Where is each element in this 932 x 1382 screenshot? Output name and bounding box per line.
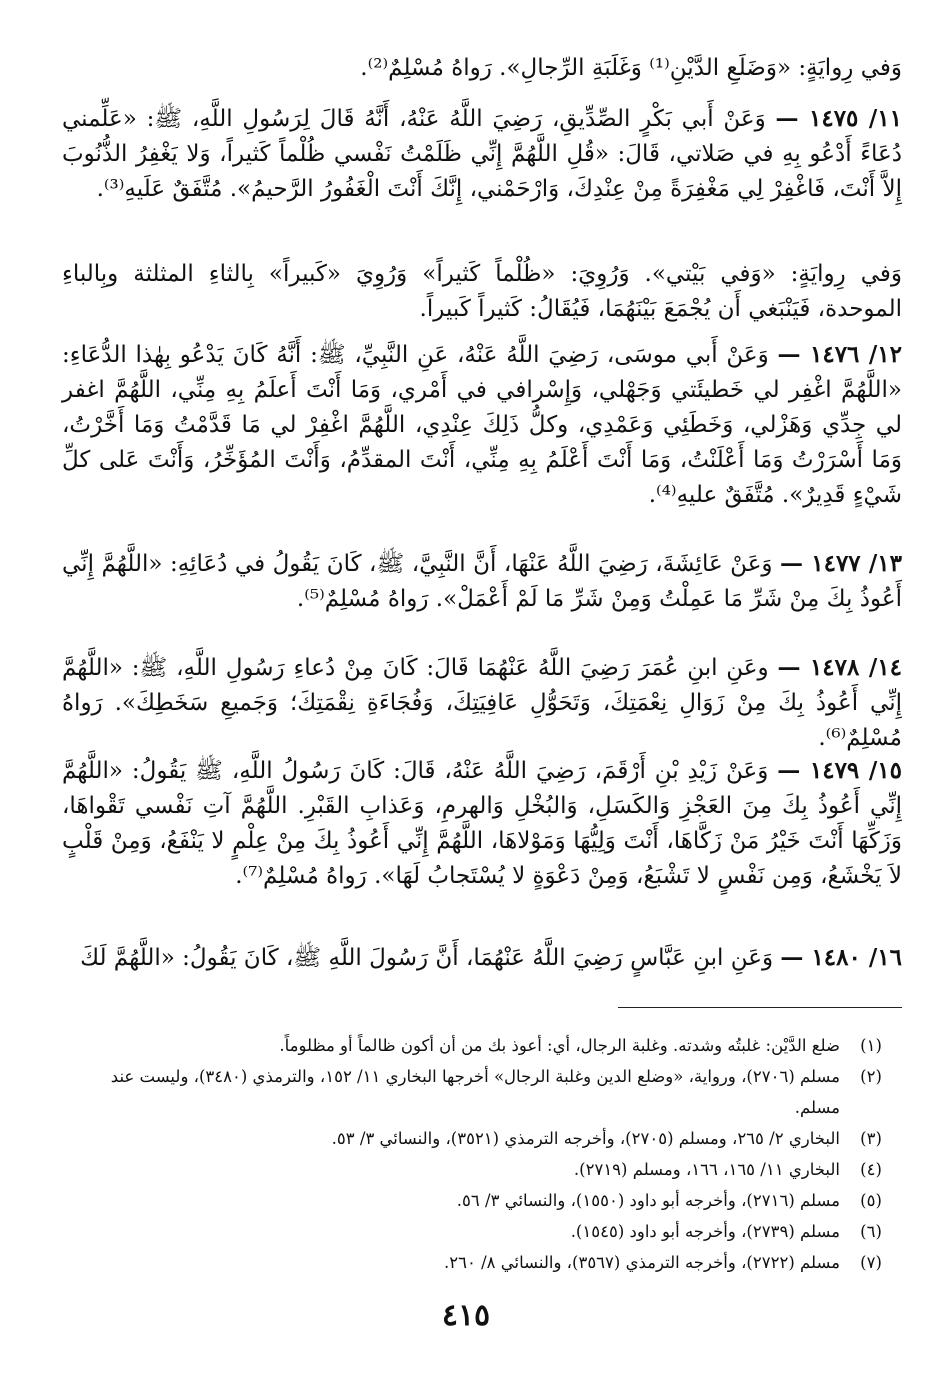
hadith-1477 bbox=[62, 546, 902, 617]
hadith-1476 bbox=[62, 337, 902, 513]
hadith-text: وَعَنِ ابنِ عَبَّاسٍ رَضِيَ اللَّهُ عَنْهُمَا، أَنَّ رَسُولَ اللَّهِ ﷺ، كَانَ يَقُولُ: «اللَّهُمَّ لَكَ bbox=[80, 945, 774, 971]
hadith-number: ١٣/ ١٤٧٧ — bbox=[780, 550, 902, 577]
footnote-text: البخاري ١١/ ١٦٥، ١٦٦، ومسلم (٢٧١٩). bbox=[573, 1160, 840, 1179]
hadith-1479 bbox=[62, 753, 902, 894]
hadith-text: وَعَنْ أَبي بَكْرٍ الصِّدِّيقِ، رَضِيَ اللَّهُ عَنْهُ، أَنَّهُ قَالَ لِرَسُولِ اللَّهِ، ﷺ: «عَلِّمني دُعَاءً أَدْعُو بِهِ في صَلاتي، قَالَ: «قُلِ اللَّهُمَّ إِنِّي ظَلَمْتُ نَفْسي ظُلْماً كَثيراً، وَلا يَغْفِرُ الذُّنُوبَ إِلاَّ أَنْتَ، فَاغْفِرْ لِي مَغْفِرَةً مِنْ عِنْدِكَ، وَارْحَمْني، إِنَّكَ أَنْتَ الْغَفُورُ الرَّحيمُ». مُتَّفَقٌ عَلَيهِ⁽³⁾. bbox=[62, 106, 902, 202]
hadith-1478 bbox=[62, 650, 902, 756]
footnote-marker: (٣) bbox=[860, 1129, 882, 1148]
footnote-marker: (٧) bbox=[860, 1253, 882, 1272]
hadith-number: ١١/ ١٤٧٥ — bbox=[775, 105, 902, 132]
footnote-text: ضلع الدَّيْن: غلبتُه وشدته. وغلبة الرجال، أي: أعوذ بك من أن أكون ظالماً أو مظلوماً. bbox=[279, 1036, 840, 1055]
footnote bbox=[62, 1154, 902, 1185]
footnote bbox=[62, 1185, 902, 1216]
footnote-marker: (١) bbox=[860, 1036, 882, 1055]
footnote-separator bbox=[618, 1007, 902, 1008]
hadith-text: وَعَنْ زَيْدِ بْنِ أَرْقَمَ، رَضِيَ اللَّهُ عَنْهُ، قَالَ: كَانَ رَسُولُ اللَّهِ، ﷺ يَقُولُ: «اللَّهُمَّ إِنِّي أَعُوذُ بِكَ مِنَ العَجْزِ وَالكَسَلِ، وَالبُخْلِ وَالهرمِ، وَعَذابِ القَبْرِ. اللَّهُمَّ آتِ نَفْسي تَقْواهَا، وَزَكِّهَا أَنْتَ خَيْرُ مَنْ زَكَّاهَا، أَنْتَ وَلِيُّهَا وَمَوْلاهَا، اللَّهُمَّ إِنِّي أَعُوذُ بِكَ مِنْ عِلْمٍ لا يَنْفَعُ، وَمِنْ قَلْبٍ لاَ يَخْشَعُ، وَمِن نَفْسٍ لا تَشْبَعُ، وَمِنْ دَعْوَةٍ لا يُسْتَجابُ لَهَا». رَواهُ مُسْلِمٌ⁽⁷⁾. bbox=[62, 758, 902, 889]
hadith-text: وَعَنْ عَائِشَةَ، رَضِيَ اللَّهُ عَنْهَا، أَنَّ النَّبِيَّ، ﷺ، كَانَ يَقُولُ في دُعَائِهِ: «اللَّهُمَّ إِنِّي أَعُوذُ بِكَ مِنْ شَرِّ مَا عَمِلْتُ وَمِنْ شَرِّ مَا لَمْ أَعْمَلْ». رَواهُ مُسْلِمٌ⁽⁵⁾. bbox=[62, 551, 902, 612]
footnote-marker: (٢) bbox=[860, 1067, 882, 1086]
footnote bbox=[62, 1061, 902, 1123]
footnote-text: مسلم (٢٧٠٦)، ورواية، «وضلع الدين وغلبة الرجال» أخرجها البخاري ١١/ ١٥٢، والترمذي (٣٤٨٠)، وليست عند مسلم. bbox=[110, 1067, 840, 1117]
footnote bbox=[62, 1247, 902, 1278]
footnotes bbox=[62, 1030, 902, 1278]
hadith-number: ١٦/ ١٤٨٠ — bbox=[780, 944, 902, 971]
footnote-marker: (٦) bbox=[860, 1222, 882, 1241]
hadith-number: ١٤/ ١٤٧٨ — bbox=[777, 654, 902, 681]
footnote bbox=[62, 1030, 902, 1061]
paragraph-variant-narration: وَفي رِوايَةٍ: «وَضَلَعِ الدَّيْنِ⁽¹⁾ وَغَلَبَةِ الرِّجالِ». رَواهُ مُسْلِمٌ⁽²⁾. bbox=[360, 55, 902, 81]
footnote-text: البخاري ٢/ ٢٦٥، ومسلم (٢٧٠٥)، وأخرجه الترمذي (٣٥٢١)، والنسائي ٣/ ٥٣. bbox=[331, 1129, 840, 1148]
footnote-marker: (٥) bbox=[860, 1191, 882, 1210]
hadith-1475-note: وَفي رِوايَةٍ: «وَفي بَيْتي». وَرُوِيَ: «ظُلْماً كَثيراً» وَرُوِيَ «كَبيراً» بِالثاءِ المثلثة وبِالباءِ الموحدة، فَيَنْبَغي أَن يُجْمَعَ بَيْنَهُمَا، فَيُقَالُ: كَثيراً كَبيراً. bbox=[62, 261, 902, 322]
footnote bbox=[62, 1216, 902, 1247]
footnote-text: مسلم (٢٧٣٩)، وأخرجه أبو داود (١٥٤٥). bbox=[570, 1222, 840, 1241]
hadith-1475 bbox=[62, 101, 902, 207]
footnote-text: مسلم (٢٧٢٢)، وأخرجه الترمذي (٣٥٦٧)، والنسائي ٨/ ٢٦٠. bbox=[444, 1253, 840, 1272]
page-number: ٤١٥ bbox=[441, 1298, 491, 1333]
hadith-number: ١٥/ ١٤٧٩ — bbox=[777, 757, 902, 784]
hadith-number: ١٢/ ١٤٧٦ — bbox=[777, 341, 902, 368]
hadith-1480 bbox=[62, 940, 902, 976]
hadith-text: وعَنِ ابنِ عُمَرَ رَضِيَ اللَّهُ عَنْهُمَا قَالَ: كَانَ مِنْ دُعاءِ رَسُولِ اللَّهِ، ﷺ: «اللَّهُمَّ إِنِّي أَعُوذُ بِكَ مِنْ زَوَالِ نِعْمَتِكَ، وَتَحَوُّلِ عَافِيَتِكَ، وَفُجَاءَةِ نِقْمَتِكَ؛ وَجَميعِ سَخَطِكَ». رَواهُ مُسْلِمٌ⁽⁶⁾. bbox=[62, 655, 902, 751]
footnote-text: مسلم (٢٧١٦)، وأخرجه أبو داود (١٥٥٠)، والنسائي ٣/ ٥٦. bbox=[456, 1191, 840, 1210]
footnote-marker: (٤) bbox=[860, 1160, 882, 1179]
footnote bbox=[62, 1123, 902, 1154]
hadith-text: وَعَنْ أَبي موسَى، رَضِيَ اللَّهُ عَنْهُ، عَنِ النَّبِيِّ، ﷺ: أَنَّهُ كَانَ يَدْعُو بِهٰذا الدُّعَاءِ: «اللَّهُمَّ اغْفِر لي خَطيئَتي وَجَهْلي، وَإِسْرافي في أَمْري، وَمَا أَنْتَ أَعلَمُ بِهِ مِنِّي، اللَّهُمَّ اغفر لي جِدِّي وَهَزْلي، وَخَطَئِي وَعَمْدِي، وكلُّ ذَلِكَ عِنْدِي، اللَّهُمَّ اغْفِرْ لي مَا قَدَّمْتُ وَمَا أَخَّرْتُ، وَمَا أَسْرَرْتُ وَمَا أَعْلَنْتُ، وَمَا أَنْتَ أَعْلَمُ بِهِ مِنِّي، أَنْتَ المقدِّمُ، وَأَنْتَ المُؤَخِّرُ، وَأَنْتَ عَلى كلِّ شَيْءٍ قَدِيرٌ». مُتَّفَقٌ عليهِ⁽⁴⁾. bbox=[62, 342, 902, 508]
